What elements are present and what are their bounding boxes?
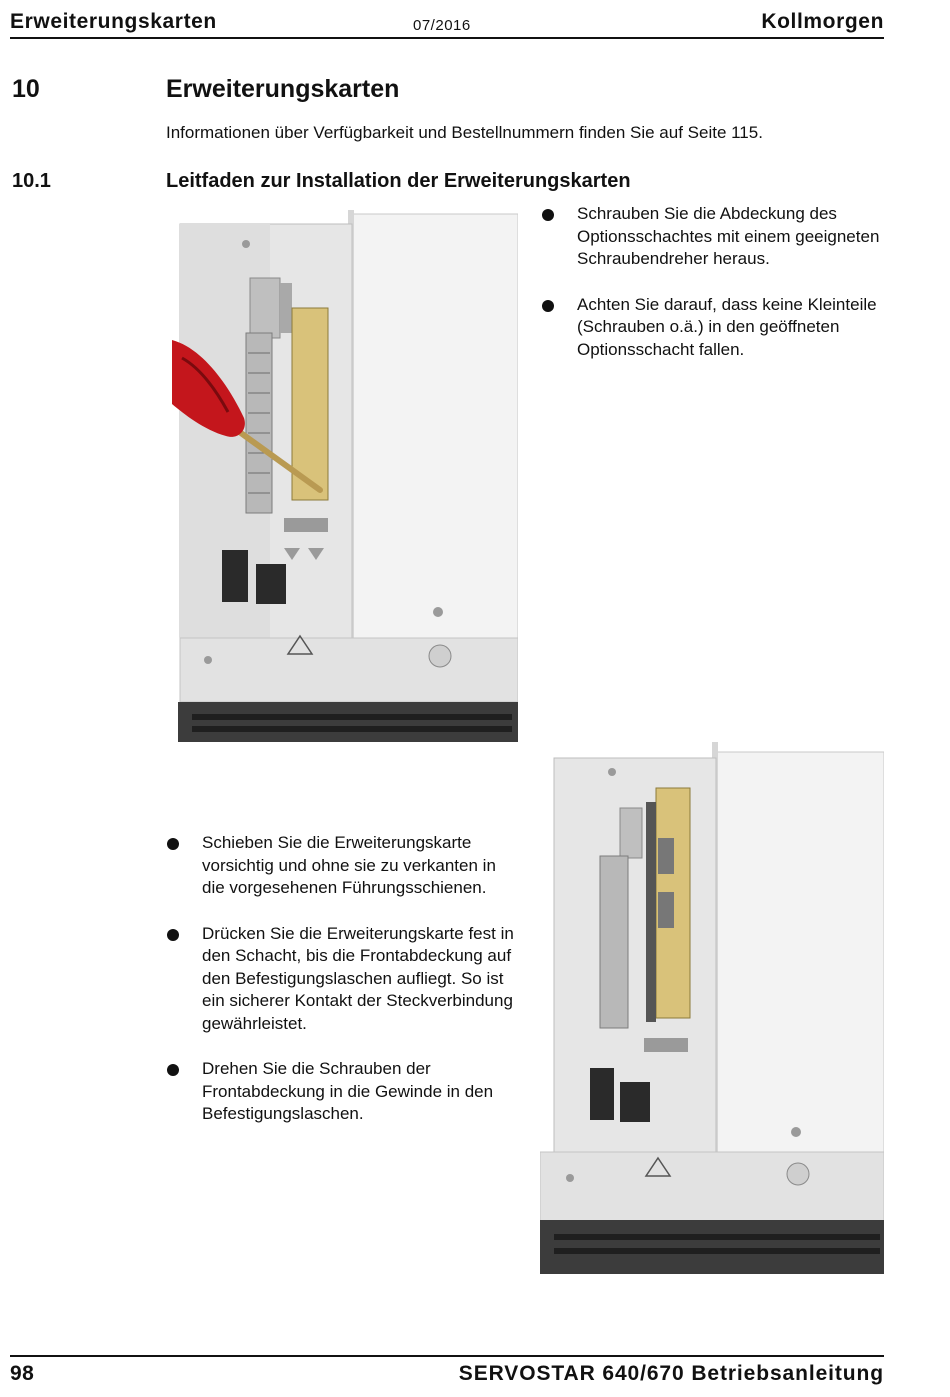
header-section-title: Erweiterungskarten — [10, 10, 217, 33]
chapter-number: 10 — [12, 75, 40, 103]
list-item — [166, 832, 516, 900]
footer-doc-title: SERVOSTAR 640/670 Betriebsanleitung — [458, 1362, 884, 1385]
header-rule — [10, 37, 884, 39]
list-item — [541, 203, 886, 271]
bullet-icon — [167, 1064, 179, 1076]
chapter-intro: Informationen über Verfügbarkeit und Bestellnummern finden Sie auf Seite 115. — [166, 123, 763, 142]
device-photo-option-card — [540, 742, 884, 1274]
bullet-icon — [542, 209, 554, 221]
step-text: Drehen Sie die Schrauben der Frontabdeckung in die Gewinde in den Befestigungslaschen. — [202, 1059, 494, 1123]
install-steps-top — [541, 203, 886, 384]
step-text: Schrauben Sie die Abdeckung des Optionsschachtes mit einem geeigneten Schraubendreher heraus. — [577, 204, 880, 268]
step-text: Drücken Sie die Erweiterungskarte fest in den Schacht, bis die Frontabdeckung auf den Befestigungslaschen aufliegt. So ist ein sicherer Kontakt der Steckverbindung gewährleistet. — [202, 923, 514, 1033]
list-item — [541, 294, 886, 362]
bullet-icon — [542, 300, 554, 312]
header-date: 07/2016 — [413, 17, 471, 34]
section-number: 10.1 — [12, 170, 51, 192]
device-photo-screwdriver — [172, 208, 518, 742]
page-number: 98 — [10, 1362, 35, 1385]
step-text: Achten Sie darauf, dass keine Kleinteile (Schrauben o.ä.) in den geöffneten Optionsschacht fallen. — [577, 294, 877, 359]
bullet-icon — [167, 929, 179, 941]
chapter-title: Erweiterungskarten — [166, 75, 400, 103]
footer-rule — [10, 1355, 884, 1357]
list-item — [166, 923, 516, 1036]
step-text: Schieben Sie die Erweiterungskarte vorsichtig und ohne sie zu verkanten in die vorgesehenen Führungsschienen. — [202, 833, 496, 897]
install-steps-bottom — [166, 832, 516, 1149]
list-item — [166, 1058, 516, 1126]
header-brand: Kollmorgen — [761, 10, 884, 33]
section-title: Leitfaden zur Installation der Erweiterungskarten — [166, 170, 631, 192]
bullet-icon — [167, 838, 179, 850]
